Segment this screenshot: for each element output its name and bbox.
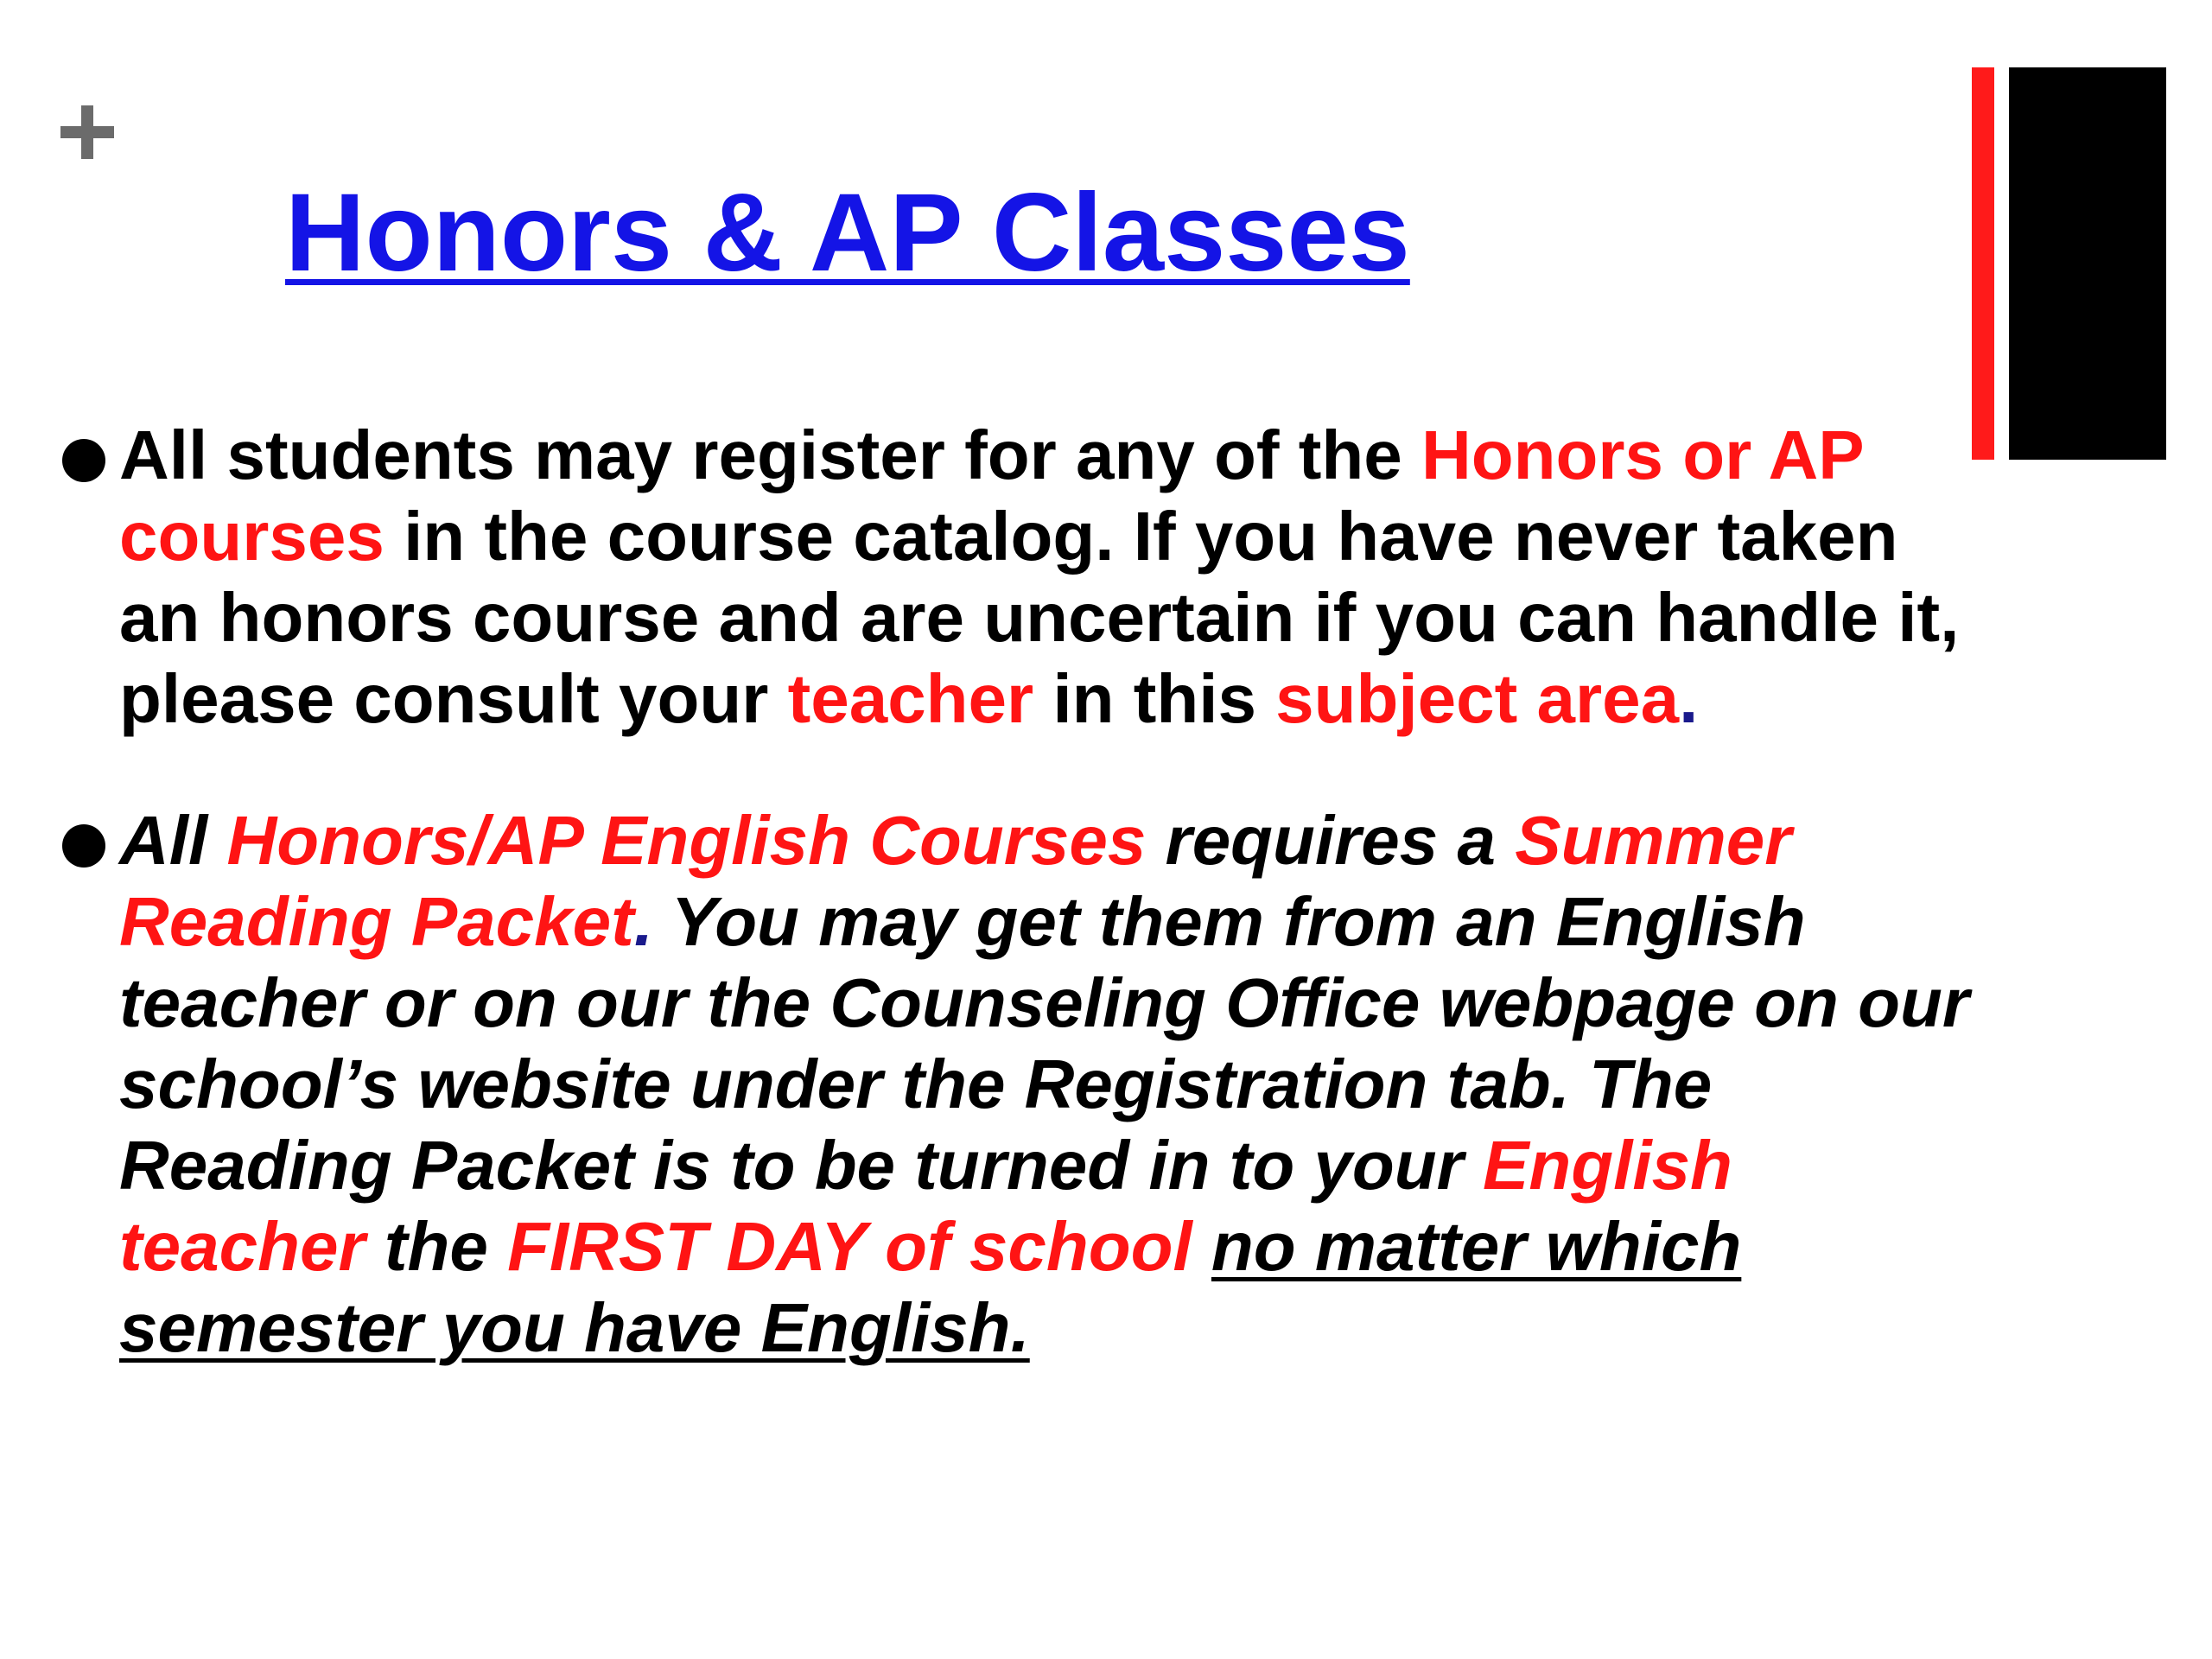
plus-icon [57, 102, 118, 162]
text-segment: requires a [1146, 802, 1516, 879]
text-space [1192, 1208, 1211, 1285]
bullet-list [0, 415, 1987, 1369]
bullet-dot-icon [62, 824, 105, 868]
slide-title [285, 164, 1410, 302]
text-segment: You may get them from an English teacher or on our the Counseling Office webpage on our school’s website under the Registration tab. The Reading Packet is to be turned in to your [119, 883, 1969, 1204]
bullet-summer-reading [0, 800, 1987, 1369]
highlight-subject-area: subject area [1275, 660, 1680, 737]
text-segment: in this [1033, 660, 1276, 737]
highlight-first-day: FIRST DAY of school [507, 1208, 1192, 1285]
text-segment: the [365, 1208, 508, 1285]
text-period: . [1679, 660, 1699, 737]
bullet-dot-icon [62, 439, 105, 482]
title-link[interactable]: Honors & AP Classes [285, 171, 1410, 295]
bullet-registration [0, 415, 1987, 740]
highlight-summer-reading-packet: Summer Reading Packet [119, 802, 1792, 960]
decorative-black-bar [2009, 67, 2166, 460]
highlight-teacher: teacher [787, 660, 1034, 737]
text-segment: All [119, 802, 227, 879]
text-segment: All students may register for any of the [119, 416, 1421, 493]
text-period: . [633, 883, 654, 960]
bullet-text [119, 802, 1969, 1366]
highlight-honors-ap-courses: Honors or AP courses [119, 416, 1864, 575]
highlight-english-teacher: English teacher [119, 1127, 1732, 1285]
underlined-note: no matter which semester you have English. [119, 1208, 1742, 1366]
text-segment: in the course catalog. If you have never taken an honors course and are uncertain if you can handle it, please consult your [119, 498, 1960, 737]
highlight-english-courses: Honors/AP English Courses [226, 802, 1147, 879]
bullet-text [119, 416, 1959, 737]
decorative-red-bar [1972, 67, 1994, 460]
